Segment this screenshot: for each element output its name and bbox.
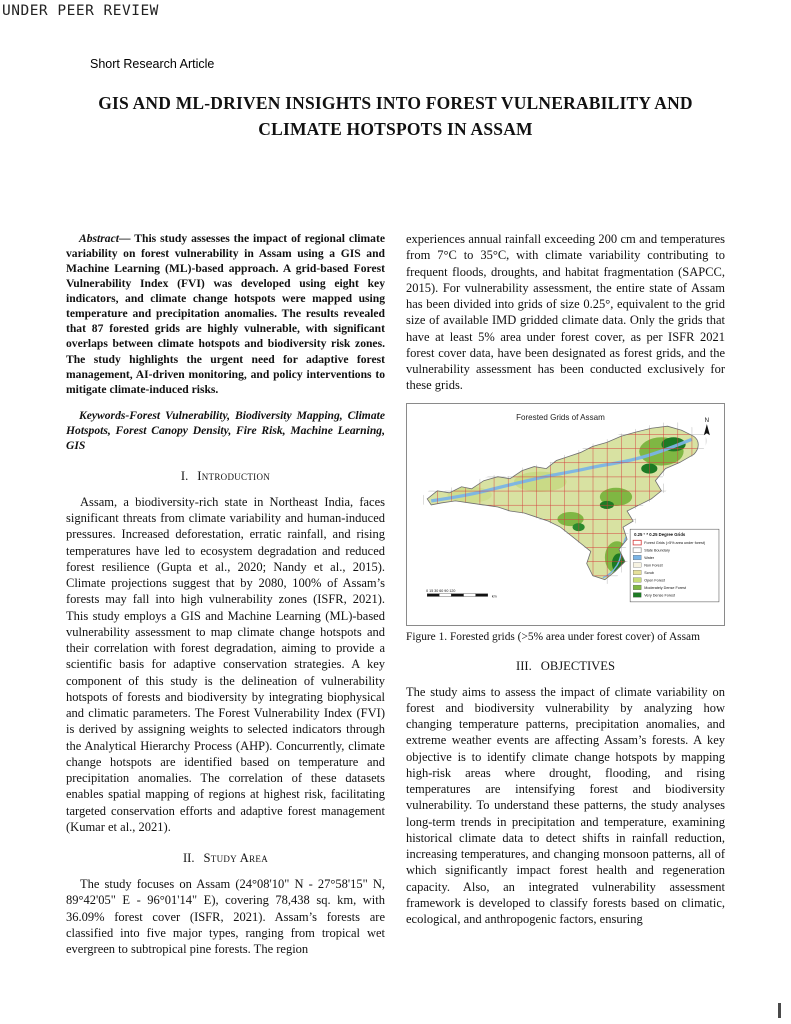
legend-item bbox=[633, 555, 655, 560]
section-heading-introduction bbox=[66, 469, 385, 484]
legend-item bbox=[633, 592, 675, 597]
section-number: III. bbox=[516, 658, 532, 673]
assam-forest-grid-map bbox=[409, 406, 722, 623]
article-type-label: Short Research Article bbox=[90, 57, 215, 71]
legend-swatch bbox=[633, 540, 641, 545]
scale-unit: km bbox=[491, 593, 497, 598]
legend-item bbox=[633, 570, 654, 575]
abstract-label: Abstract— bbox=[79, 232, 131, 245]
map-legend bbox=[630, 529, 719, 602]
introduction-body: Assam, a biodiversity-rich state in Northeast India, faces significant threats from climate variability and human-induced pressures. Increased deforestation, erratic rainfall, and rising temperatures have led to ecosystem degradation and reduced forest resilience (Gupta et al., 2020; Nandy et al., 2015). Climate projections suggest that by 2080, 100% of Assam’s forests may fall into high vulnerability zones (ISFR, 2021). This study employs a GIS and Machine Learning (ML)-based vulnerability assessment to map climate change hotspots and their correlation with forest degradation, aiming to provide a scientific basis for adaptive conservation strategies. A key component of this study is the delineation of vulnerability hotspots of forests and biodiversity by integrating biophysical and climatic parameters. The Forest Vulnerability Index (FVI) is derived by assigning weights to selected indicators through the Analytical Hierarchy Process (AHP). Concurrently, climate change hotspots are identified based on temperature and precipitation anomalies. The correlation of these datasets enables spatial mapping of regions at highest risk, facilitating targeted conservation efforts and adaptive forest management (Kumar et al., 2021). bbox=[66, 494, 385, 834]
study-area-continuation: experiences annual rainfall exceeding 200 cm and temperatures from 7°C to 35°C, with climate variability contributing to frequent floods, droughts, and habitat fragmentation (SAPCC, 2015). For vulnerability assessment, the entire state of Assam has been divided into grids of size 0.25°, equivalent to the grid size of available IMD gridded climate data. Only the grids that have at least 5% area under forest cover, as per ISFR 2021 forest cover data, have been designated as forest grids, and the vulnerability assessment has been conducted exclusively for these grids. bbox=[406, 232, 725, 393]
legend-swatch bbox=[633, 547, 641, 552]
legend-label: Very Dense Forest bbox=[644, 592, 676, 597]
map-title: Forested Grids of Assam bbox=[516, 412, 605, 422]
legend-label: Open Forest bbox=[644, 577, 665, 582]
right-column bbox=[406, 231, 725, 957]
section-heading-objectives bbox=[406, 659, 725, 674]
page-edge-artifact bbox=[778, 1003, 781, 1018]
legend-label: Non Forest bbox=[644, 563, 663, 568]
section-heading-study-area bbox=[66, 851, 385, 866]
legend-swatch bbox=[633, 577, 641, 582]
peer-review-watermark: UNDER PEER REVIEW bbox=[2, 3, 159, 19]
two-column-body bbox=[66, 231, 725, 957]
keywords-paragraph: Keywords-Forest Vulnerability, Biodiversity Mapping, Climate Hotspots, Forest Canopy Density, Fire Risk, Machine Learning, GIS bbox=[66, 408, 385, 452]
objectives-body: The study aims to assess the impact of climate variability on forest and biodiversity vulnerability by analyzing how changing temperature patterns, precipitation anomalies, and extreme weather events are affecting Assam’s forests. A key objective is to identify climate change hotspots by mapping high-risk areas where drought, flooding, and rising temperatures are intensifying forest and biodiversity vulnerability. To understand these patterns, the study analyses long-term trends in precipitation and temperature, examining historical climate data to detect shifts in rainfall reduction, increasing temperatures, and changing monsoon patterns, all of which significantly impact forest health and regeneration capacity. Also, an integrated vulnerability assessment framework is developed to classify forests based on climatic, ecological, and anthropogenic factors, ensuring bbox=[406, 684, 725, 927]
figure-caption: Figure 1. Forested grids (>5% area under forest cover) of Assam bbox=[406, 630, 700, 643]
legend-item bbox=[633, 547, 670, 552]
legend-swatch bbox=[633, 555, 641, 560]
legend-item bbox=[633, 585, 686, 590]
section-title: OBJECTIVES bbox=[540, 658, 615, 673]
legend-swatch bbox=[633, 570, 641, 575]
legend-label: Scrub bbox=[644, 570, 654, 575]
figure-1 bbox=[406, 403, 725, 626]
legend-swatch bbox=[633, 592, 641, 597]
legend-label: Water bbox=[644, 555, 655, 560]
study-area-body: The study focuses on Assam (24°08'10" N - 27°58'15" N, 89°42'05" E - 96°01'14" E), covering 78,438 sq. km, with 36.09% forest cover (ISFR, 2021). Assam’s forests are classified into five major types, ranging from tropical wet evergreen to subtropical pine forests. The region bbox=[66, 877, 385, 957]
section-title: Introduction bbox=[197, 468, 271, 483]
abstract-text: This study assesses the impact of regional climate variability on forest vulnerability in Assam using a GIS and Machine Learning (ML)-based approach. A grid-based Forest Vulnerability Index (FVI) was developed using eight key indicators, and climate change hotspots were mapped using temperature and precipitation anomalies. The results revealed that 87 forested grids are highly vulnerable, with significant overlaps between climate hotspots and biodiversity risk zones. The study highlights the urgent need for adaptive forest management, AI-driven monitoring, and policy interventions to mitigate climate-induced risks. bbox=[66, 232, 385, 396]
abstract-paragraph bbox=[66, 231, 385, 397]
legend-item bbox=[633, 562, 663, 567]
scale-numbers: 0 15 30 60 90 120 bbox=[426, 588, 456, 593]
legend-label: Moderately Dense Forest bbox=[644, 585, 687, 590]
section-number: I. bbox=[180, 468, 189, 483]
legend-swatch bbox=[633, 585, 641, 590]
north-label: N bbox=[704, 417, 710, 424]
section-number: II. bbox=[182, 851, 195, 866]
legend-label: State Boundary bbox=[644, 548, 670, 553]
left-column bbox=[66, 231, 385, 957]
legend-title: 0.25 ° * 0.25 Degree Grids bbox=[634, 531, 686, 537]
legend-item bbox=[633, 577, 665, 582]
paper-title: GIS AND ML-DRIVEN INSIGHTS INTO FOREST VULNERABILITY AND CLIMATE HOTSPOTS IN ASSAM bbox=[98, 93, 693, 140]
legend-swatch bbox=[633, 562, 641, 567]
section-title: Study Area bbox=[203, 851, 269, 866]
legend-label: Forest Grids (>5% area under forest) bbox=[644, 540, 706, 545]
legend-item bbox=[633, 540, 705, 545]
